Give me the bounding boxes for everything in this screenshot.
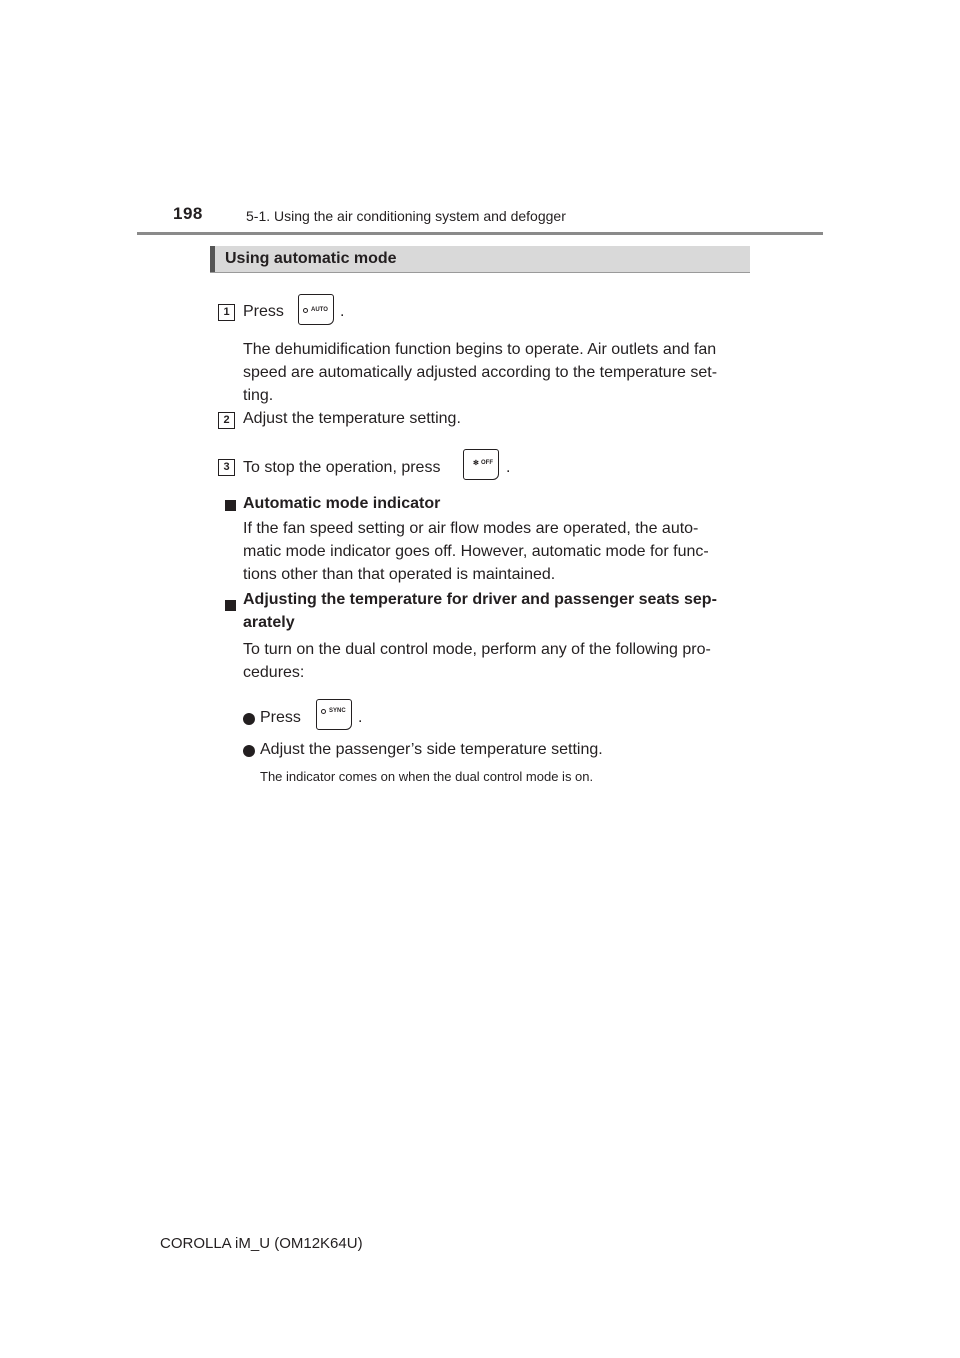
topic-1-line: If the fan speed setting or air flow modes are operated, the auto- <box>243 520 699 537</box>
topic-marker-icon <box>225 498 236 516</box>
step-3-number: 3 <box>218 459 235 476</box>
topic-2-title-line: Adjusting the temperature for driver and passenger seats sep- <box>243 591 717 608</box>
off-button-label: OFF <box>481 460 493 466</box>
auto-indicator-icon <box>303 308 308 313</box>
sync-button-label: SYNC <box>329 708 346 714</box>
fan-icon: ✻ <box>473 460 479 467</box>
bullet-2-text: Adjust the passenger’s side temperature setting. <box>260 741 603 758</box>
dual-mode-note: The indicator comes on when the dual control mode is on. <box>260 769 594 784</box>
topic-2-title <box>243 588 745 634</box>
auto-button-label: AUTO <box>311 307 328 313</box>
step-1-number: 1 <box>218 304 235 321</box>
bullet-1-prefix: Press <box>260 709 301 726</box>
topic-marker-icon <box>225 598 236 616</box>
step-1-note-line: speed are automatically adjusted according to the temperature set- <box>243 364 718 381</box>
topic-1-body <box>243 517 745 586</box>
step-1-note <box>243 338 745 407</box>
topic-1-title: Automatic mode indicator <box>243 495 441 512</box>
chapter-title: 5-1. Using the air conditioning system and defogger <box>246 208 566 224</box>
sync-button-icon <box>316 699 352 730</box>
section-heading <box>210 246 750 273</box>
header-rule <box>137 232 823 235</box>
topic-2-line: To turn on the dual control mode, perform any of the following pro- <box>243 641 711 658</box>
step-3-suffix: . <box>506 459 511 476</box>
topic-2-title-line: arately <box>243 614 295 631</box>
step-1-prefix: Press <box>243 303 284 320</box>
topic-2-body <box>243 638 745 684</box>
footer-model-code: COROLLA iM_U (OM12K64U) <box>160 1235 363 1252</box>
step-1-note-line: ting. <box>243 387 274 404</box>
bullet-dot-icon <box>243 712 255 730</box>
page-number: 198 <box>173 204 203 223</box>
step-3-prefix: To stop the operation, press <box>243 459 441 476</box>
section-title: Using automatic mode <box>225 250 397 267</box>
bullet-1-suffix: . <box>358 709 363 726</box>
topic-1-line: tions other than that operated is maintained. <box>243 566 556 583</box>
sync-indicator-icon <box>321 709 326 714</box>
topic-2-line: cedures: <box>243 664 305 681</box>
step-2-number: 2 <box>218 412 235 429</box>
step-1-suffix: . <box>340 303 345 320</box>
bullet-dot-icon <box>243 744 255 762</box>
section-heading-bar <box>210 246 215 272</box>
step-1-note-line: The dehumidification function begins to operate. Air outlets and fan <box>243 341 717 358</box>
off-button-icon <box>463 449 499 480</box>
auto-button-icon <box>298 294 334 325</box>
topic-1-line: matic mode indicator goes off. However, automatic mode for func- <box>243 543 709 560</box>
step-2-text: Adjust the temperature setting. <box>243 410 461 427</box>
